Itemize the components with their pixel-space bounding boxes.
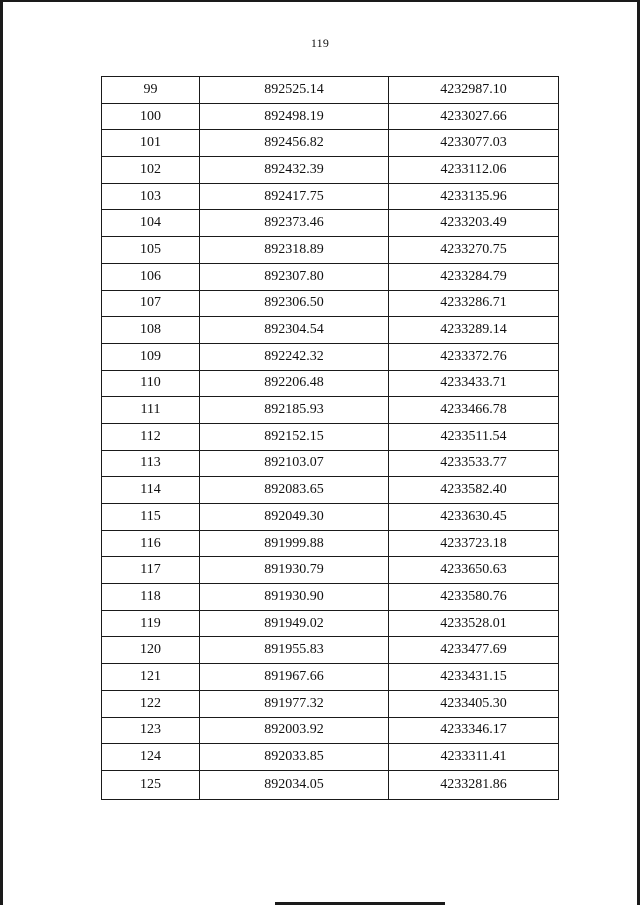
table-row	[102, 504, 559, 531]
x-coordinate-cell: 892049.30	[200, 504, 389, 531]
table-row	[102, 637, 559, 664]
y-coordinate-cell: 4233311.41	[389, 744, 559, 771]
scan-border-top	[0, 0, 640, 2]
x-coordinate-cell: 892083.65	[200, 477, 389, 504]
y-coordinate-cell: 4233723.18	[389, 530, 559, 557]
x-coordinate-cell: 892103.07	[200, 450, 389, 477]
x-coordinate-cell: 892206.48	[200, 370, 389, 397]
x-coordinate-cell: 892185.93	[200, 397, 389, 424]
x-coordinate-cell: 892417.75	[200, 183, 389, 210]
point-number-cell: 110	[102, 370, 200, 397]
x-coordinate-cell: 892373.46	[200, 210, 389, 237]
x-coordinate-cell: 891977.32	[200, 690, 389, 717]
y-coordinate-cell: 4233286.71	[389, 290, 559, 317]
y-coordinate-cell: 4233580.76	[389, 584, 559, 611]
x-coordinate-cell: 892003.92	[200, 717, 389, 744]
y-coordinate-cell: 4233533.77	[389, 450, 559, 477]
y-coordinate-cell: 4233405.30	[389, 690, 559, 717]
point-number-cell: 105	[102, 237, 200, 264]
y-coordinate-cell: 4233431.15	[389, 664, 559, 691]
table-row	[102, 610, 559, 637]
point-number-cell: 118	[102, 584, 200, 611]
y-coordinate-cell: 4232987.10	[389, 77, 559, 104]
table-row	[102, 477, 559, 504]
point-number-cell: 108	[102, 317, 200, 344]
point-number-cell: 107	[102, 290, 200, 317]
coordinates-table	[101, 76, 559, 800]
y-coordinate-cell: 4233270.75	[389, 237, 559, 264]
x-coordinate-cell: 891955.83	[200, 637, 389, 664]
table-row	[102, 450, 559, 477]
table-row	[102, 397, 559, 424]
table-row	[102, 584, 559, 611]
table-row	[102, 103, 559, 130]
table-row	[102, 130, 559, 157]
point-number-cell: 119	[102, 610, 200, 637]
point-number-cell: 123	[102, 717, 200, 744]
y-coordinate-cell: 4233372.76	[389, 343, 559, 370]
coordinates-table-body	[102, 77, 559, 800]
table-row	[102, 717, 559, 744]
x-coordinate-cell: 892304.54	[200, 317, 389, 344]
y-coordinate-cell: 4233433.71	[389, 370, 559, 397]
table-row	[102, 370, 559, 397]
x-coordinate-cell: 892432.39	[200, 157, 389, 184]
x-coordinate-cell: 892034.05	[200, 770, 389, 799]
x-coordinate-cell: 892498.19	[200, 103, 389, 130]
table-row	[102, 690, 559, 717]
point-number-cell: 99	[102, 77, 200, 104]
point-number-cell: 104	[102, 210, 200, 237]
point-number-cell: 106	[102, 263, 200, 290]
y-coordinate-cell: 4233281.86	[389, 770, 559, 799]
x-coordinate-cell: 892152.15	[200, 423, 389, 450]
x-coordinate-cell: 892307.80	[200, 263, 389, 290]
point-number-cell: 101	[102, 130, 200, 157]
table-row	[102, 317, 559, 344]
y-coordinate-cell: 4233203.49	[389, 210, 559, 237]
point-number-cell: 124	[102, 744, 200, 771]
y-coordinate-cell: 4233630.45	[389, 504, 559, 531]
point-number-cell: 109	[102, 343, 200, 370]
table-row	[102, 77, 559, 104]
point-number-cell: 121	[102, 664, 200, 691]
table-row	[102, 557, 559, 584]
point-number-cell: 117	[102, 557, 200, 584]
table-row	[102, 744, 559, 771]
x-coordinate-cell: 892242.32	[200, 343, 389, 370]
table-row	[102, 423, 559, 450]
point-number-cell: 103	[102, 183, 200, 210]
y-coordinate-cell: 4233528.01	[389, 610, 559, 637]
x-coordinate-cell: 892525.14	[200, 77, 389, 104]
point-number-cell: 122	[102, 690, 200, 717]
y-coordinate-cell: 4233477.69	[389, 637, 559, 664]
y-coordinate-cell: 4233077.03	[389, 130, 559, 157]
point-number-cell: 125	[102, 770, 200, 799]
x-coordinate-cell: 891949.02	[200, 610, 389, 637]
table-row	[102, 157, 559, 184]
y-coordinate-cell: 4233135.96	[389, 183, 559, 210]
x-coordinate-cell: 892456.82	[200, 130, 389, 157]
x-coordinate-cell: 892033.85	[200, 744, 389, 771]
y-coordinate-cell: 4233466.78	[389, 397, 559, 424]
table-row	[102, 263, 559, 290]
point-number-cell: 113	[102, 450, 200, 477]
y-coordinate-cell: 4233289.14	[389, 317, 559, 344]
table-row	[102, 290, 559, 317]
point-number-cell: 120	[102, 637, 200, 664]
y-coordinate-cell: 4233582.40	[389, 477, 559, 504]
y-coordinate-cell: 4233027.66	[389, 103, 559, 130]
y-coordinate-cell: 4233284.79	[389, 263, 559, 290]
table-row	[102, 770, 559, 799]
point-number-cell: 102	[102, 157, 200, 184]
x-coordinate-cell: 892306.50	[200, 290, 389, 317]
page-number: 119	[310, 36, 330, 50]
table-row	[102, 210, 559, 237]
point-number-cell: 112	[102, 423, 200, 450]
x-coordinate-cell: 892318.89	[200, 237, 389, 264]
y-coordinate-cell: 4233112.06	[389, 157, 559, 184]
table-row	[102, 237, 559, 264]
point-number-cell: 114	[102, 477, 200, 504]
table-row	[102, 183, 559, 210]
y-coordinate-cell: 4233346.17	[389, 717, 559, 744]
y-coordinate-cell: 4233511.54	[389, 423, 559, 450]
scan-border-left	[0, 0, 3, 905]
point-number-cell: 100	[102, 103, 200, 130]
point-number-cell: 111	[102, 397, 200, 424]
y-coordinate-cell: 4233650.63	[389, 557, 559, 584]
table-row	[102, 530, 559, 557]
x-coordinate-cell: 891930.90	[200, 584, 389, 611]
point-number-cell: 115	[102, 504, 200, 531]
table-row	[102, 343, 559, 370]
x-coordinate-cell: 891999.88	[200, 530, 389, 557]
point-number-cell: 116	[102, 530, 200, 557]
x-coordinate-cell: 891967.66	[200, 664, 389, 691]
table-row	[102, 664, 559, 691]
x-coordinate-cell: 891930.79	[200, 557, 389, 584]
